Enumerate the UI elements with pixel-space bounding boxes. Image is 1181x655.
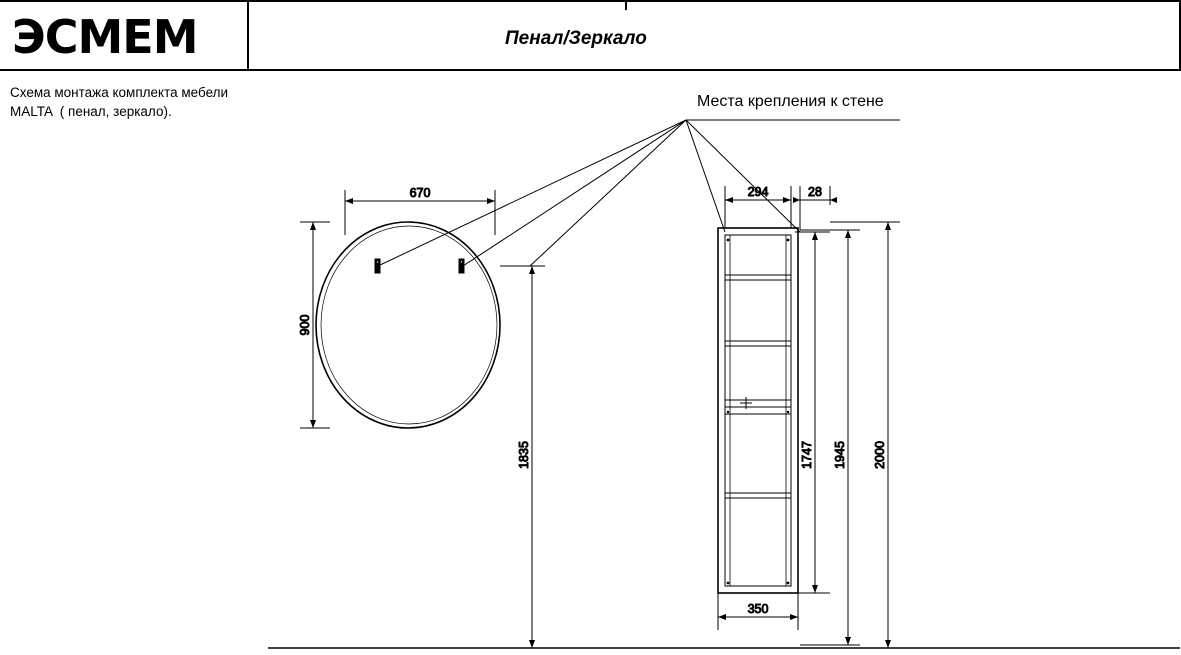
dim-label-900: 900 <box>298 314 312 336</box>
dim-label-1945: 1945 <box>833 441 847 469</box>
mirror-mount-bracket-left <box>375 259 380 273</box>
dim-1747 <box>795 232 830 593</box>
cabinet-body <box>718 228 798 593</box>
dim-28 <box>793 185 837 230</box>
description-line-1: Схема монтажа комплекта мебели <box>10 85 229 100</box>
page-title: Пенал/Зеркало <box>505 28 647 49</box>
mirror-ellipse <box>316 222 500 428</box>
dim-label-28: 28 <box>808 185 822 199</box>
wall-mount-callout-label: Места крепления к стене <box>697 93 884 110</box>
dim-1945 <box>800 230 860 645</box>
brand-logo: ЭСМЕМ <box>12 10 198 64</box>
dim-350 <box>718 593 798 630</box>
dim-label-294: 294 <box>747 185 769 199</box>
cabinet-mount-points <box>727 239 790 585</box>
dim-label-2000: 2000 <box>873 441 887 469</box>
cabinet-shelves <box>725 275 791 498</box>
dim-label-350: 350 <box>747 602 769 616</box>
dim-294 <box>725 185 791 228</box>
dim-2000 <box>830 222 900 648</box>
dim-label-1835: 1835 <box>517 441 531 469</box>
dim-mirror-width <box>345 186 495 235</box>
mirror-mount-bracket-right <box>459 259 464 273</box>
dim-label-670: 670 <box>409 186 431 200</box>
description-line-2: MALTA ( пенал, зеркало). <box>10 104 172 119</box>
dim-label-1747: 1747 <box>800 441 814 469</box>
dim-mirror-height <box>298 222 330 428</box>
dim-mirror-mount-height <box>500 266 545 648</box>
